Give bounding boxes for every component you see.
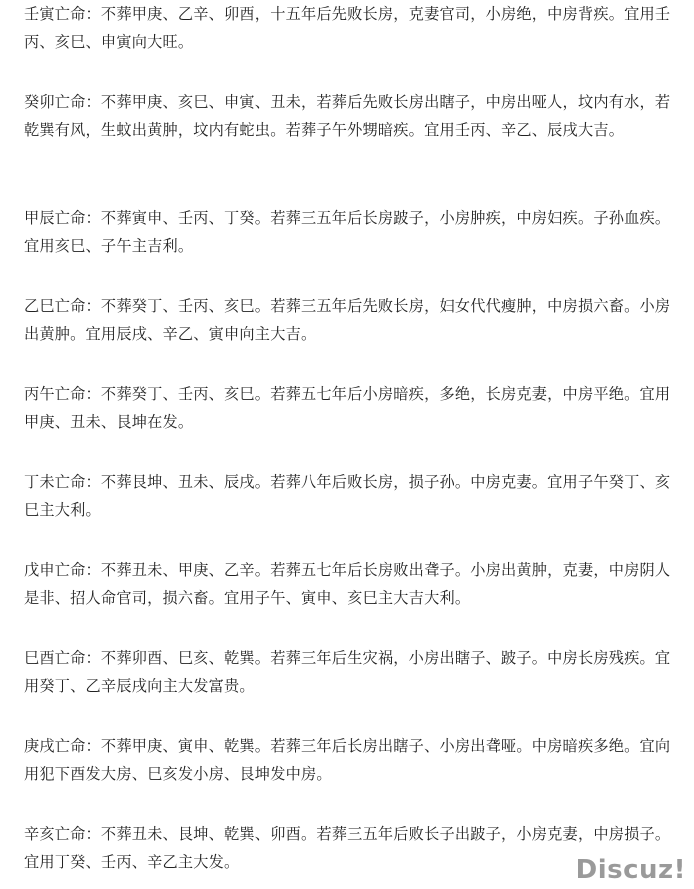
paragraph-dingwei: 丁未亡命：不葬艮坤、丑未、辰戌。若葬八年后败长房，损子孙。中房克妻。宜用子午癸丁、亥巳主大利。 — [24, 473, 671, 519]
paragraph-jiachen: 甲辰亡命：不葬寅申、壬丙、丁癸。若葬三五年后长房跛子，小房肿疾，中房妇疾。子孙血疾。宜用亥巳、子午主吉利。 — [24, 209, 671, 255]
paragraph-siyou: 巳酉亡命：不葬卯酉、巳亥、乾巽。若葬三年后生灾祸，小房出瞎子、跛子。中房长房残疾。宜用癸丁、乙辛辰戌向主大发富贵。 — [24, 649, 671, 695]
paragraph-renyin: 壬寅亡命：不葬甲庚、乙辛、卯酉，十五年后先败长房，克妻官司，小房绝，中房背疾。宜用壬丙、亥巳、申寅向大旺。 — [24, 5, 671, 51]
paragraph-yisi: 乙巳亡命：不葬癸丁、壬丙、亥巳。若葬三五年后先败长房，妇女代代瘦肿，中房损六畜。小房出黄肿。宜用辰戌、辛乙、寅申向主大吉。 — [24, 297, 671, 343]
watermark-text: Discuz! — [575, 855, 686, 885]
paragraph-bingwu: 丙午亡命：不葬癸丁、壬丙、亥巳。若葬五七年后小房暗疾，多绝，长房克妻，中房平绝。宜用甲庚、丑未、艮坤在发。 — [24, 385, 671, 431]
paragraph-wushen: 戊申亡命：不葬丑未、甲庚、乙辛。若葬五七年后长房败出聋子。小房出黄肿，克妻，中房阴人是非、招人命官司，损六畜。宜用子午、寅申、亥巳主大吉大利。 — [24, 561, 671, 607]
paragraph-gengxu: 庚戌亡命：不葬甲庚、寅申、乾巽。若葬三年后长房出瞎子、小房出聋哑。中房暗疾多绝。宜向用犯下酉发大房、巳亥发小房、艮坤发中房。 — [24, 737, 671, 783]
paragraph-xinhai: 辛亥亡命：不葬丑未、艮坤、乾巽、卯酉。若葬三五年后败长子出跛子，小房克妻，中房损子。宜用丁癸、壬丙、辛乙主大发。 — [24, 825, 671, 871]
paragraph-guimao: 癸卯亡命：不葬甲庚、亥巳、申寅、丑未，若葬后先败长房出瞎子，中房出哑人，坟内有水，若乾巽有风，生蚊出黄肿，坟内有蛇虫。若葬子午外甥暗疾。宜用壬丙、辛乙、辰戌大吉。 — [24, 93, 671, 139]
discuz-watermark — [576, 855, 686, 885]
